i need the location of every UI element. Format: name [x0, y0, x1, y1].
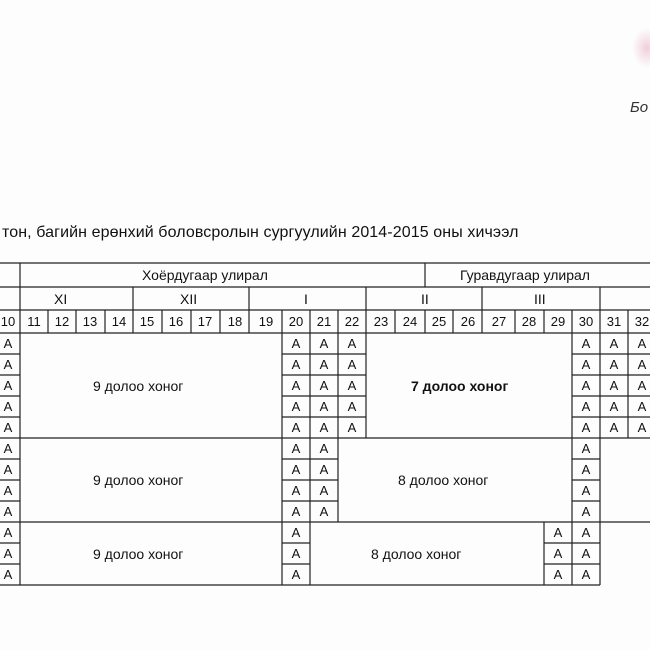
- vacation-mark: А: [553, 546, 563, 561]
- vacation-mark: А: [3, 525, 13, 540]
- vacation-mark: А: [581, 357, 591, 372]
- week-number: 18: [227, 314, 243, 329]
- vacation-mark: А: [553, 525, 563, 540]
- document-title: тон, багийн ерөнхий боловсролын сургуулийн 2014-2015 оны хичээл: [2, 224, 519, 241]
- month-iii: III: [534, 291, 546, 307]
- vacation-mark: А: [3, 357, 13, 372]
- vacation-mark: А: [581, 504, 591, 519]
- vacation-mark: А: [319, 357, 329, 372]
- week-number: 11: [27, 314, 41, 329]
- vacation-mark: А: [637, 336, 647, 351]
- vacation-mark: А: [581, 441, 591, 456]
- month-xii: XII: [180, 291, 198, 307]
- vacation-mark: А: [319, 483, 329, 498]
- vacation-mark: А: [3, 504, 13, 519]
- week-number: 30: [578, 314, 594, 329]
- vacation-mark: А: [291, 504, 301, 519]
- vacation-mark: А: [291, 441, 301, 456]
- week-number: 19: [258, 314, 274, 329]
- vacation-mark: А: [581, 546, 591, 561]
- vacation-mark: А: [319, 441, 329, 456]
- vacation-mark: А: [319, 399, 329, 414]
- vacation-mark: А: [347, 378, 357, 393]
- week-number: 22: [344, 314, 360, 329]
- week-count-label: 9 долоо хоног: [93, 546, 184, 562]
- week-number: 28: [521, 314, 537, 329]
- vacation-mark: А: [291, 399, 301, 414]
- week-number: 27: [491, 314, 507, 329]
- vacation-mark: А: [291, 357, 301, 372]
- vacation-mark: А: [3, 336, 13, 351]
- vacation-mark: А: [3, 441, 13, 456]
- vacation-mark: А: [291, 378, 301, 393]
- vacation-mark: А: [609, 336, 619, 351]
- vacation-mark: А: [319, 378, 329, 393]
- vacation-mark: А: [3, 399, 13, 414]
- week-number: 23: [373, 314, 389, 329]
- week-count-label: 9 долоо хоног: [93, 378, 184, 394]
- vacation-mark: А: [3, 462, 13, 477]
- vacation-mark: А: [581, 483, 591, 498]
- week-number: 32: [634, 314, 650, 329]
- vacation-mark: А: [319, 420, 329, 435]
- vacation-mark: А: [637, 399, 647, 414]
- week-number: 21: [316, 314, 332, 329]
- week-number: 14: [111, 314, 127, 329]
- vacation-mark: А: [581, 399, 591, 414]
- week-number: 26: [460, 314, 476, 329]
- vacation-mark: А: [291, 483, 301, 498]
- month-xi: XI: [54, 291, 68, 307]
- vacation-mark: А: [3, 483, 13, 498]
- week-count-label: 8 долоо хоног: [371, 546, 462, 562]
- semester-2-header: Хоёрдугаар улирал: [142, 267, 268, 283]
- vacation-mark: А: [319, 504, 329, 519]
- week-number: 10: [0, 314, 16, 329]
- vacation-mark: А: [581, 525, 591, 540]
- vacation-mark: А: [553, 567, 563, 582]
- week-number: 15: [139, 314, 155, 329]
- vacation-mark: А: [609, 420, 619, 435]
- week-number: 29: [550, 314, 566, 329]
- vacation-mark: А: [609, 357, 619, 372]
- vacation-mark: А: [291, 462, 301, 477]
- corner-text: Бо: [630, 99, 649, 116]
- week-count-label: 7 долоо хоног: [411, 378, 509, 394]
- vacation-mark: А: [291, 567, 301, 582]
- vacation-mark: А: [637, 420, 647, 435]
- vacation-mark: А: [3, 546, 13, 561]
- week-number: 31: [606, 314, 622, 329]
- week-number: 20: [288, 314, 304, 329]
- vacation-mark: А: [3, 378, 13, 393]
- vacation-mark: А: [581, 462, 591, 477]
- vacation-mark: А: [319, 336, 329, 351]
- week-number: 25: [431, 314, 447, 329]
- vacation-mark: А: [581, 378, 591, 393]
- week-number: 13: [82, 314, 98, 329]
- vacation-mark: А: [581, 567, 591, 582]
- vacation-mark: А: [609, 378, 619, 393]
- week-number: 16: [168, 314, 184, 329]
- vacation-mark: А: [291, 546, 301, 561]
- vacation-mark: А: [3, 567, 13, 582]
- vacation-mark: А: [291, 525, 301, 540]
- semester-3-header: Гуравдугаар улирал: [460, 267, 590, 283]
- month-i: I: [304, 291, 308, 307]
- month-ii: II: [421, 291, 429, 307]
- vacation-mark: А: [291, 420, 301, 435]
- vacation-mark: А: [347, 420, 357, 435]
- vacation-mark: А: [347, 336, 357, 351]
- vacation-mark: А: [637, 378, 647, 393]
- week-number: 17: [197, 314, 213, 329]
- week-number: 24: [402, 314, 418, 329]
- vacation-mark: А: [291, 336, 301, 351]
- vacation-mark: А: [319, 462, 329, 477]
- week-count-label: 9 долоо хоног: [93, 472, 184, 488]
- vacation-mark: А: [581, 420, 591, 435]
- vacation-mark: А: [3, 420, 13, 435]
- vacation-mark: А: [347, 399, 357, 414]
- vacation-mark: А: [581, 336, 591, 351]
- vacation-mark: А: [609, 399, 619, 414]
- vacation-mark: А: [637, 357, 647, 372]
- vacation-mark: А: [347, 357, 357, 372]
- week-count-label: 8 долоо хоног: [398, 472, 489, 488]
- week-number: 12: [54, 314, 70, 329]
